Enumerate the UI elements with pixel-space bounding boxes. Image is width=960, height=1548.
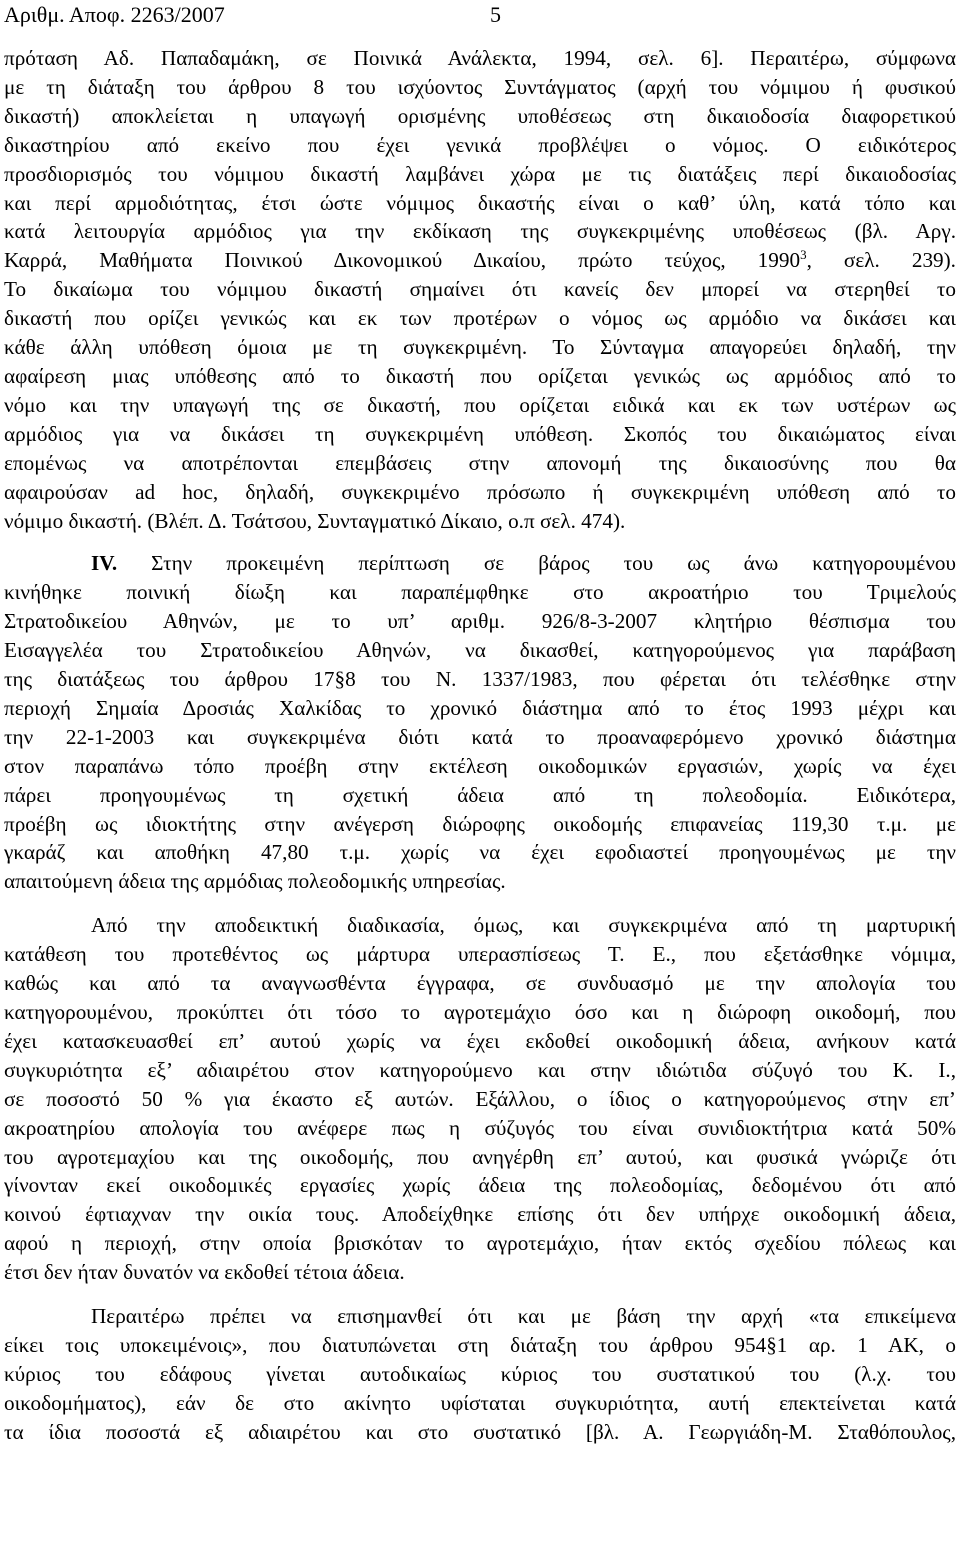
text-line: την 22-1-2003 και συγκεκριμένα διότι κατά το προαναφερόμενο χρονικό διάστημα	[4, 724, 956, 749]
text-line-first: Περαιτέρω πρέπει να επισημανθεί ότι και με βάση την αρχή «τα επικείμενα	[91, 1304, 956, 1329]
paragraph-evidence	[4, 911, 956, 1287]
text-line: νόμο και την υπαγωγή της σε δικαστή, που ορίζεται ειδικά και εκ των υστέρων ως	[4, 392, 956, 417]
text-line: πρόταση Αδ. Παπαδαμάκη, σε Ποινικά Ανάλεκτα, 1994, σελ. 6]. Περαιτέρω, σύμφωνα	[4, 46, 956, 70]
paragraph-spacer	[4, 896, 956, 911]
text-line: Το δικαίωμα του νόμιμου δικαστή σημαίνει ότι κανείς δεν μπορεί να στερηθεί το	[4, 277, 956, 302]
text-line: οικοδομήματος), εάν δε στο ακίνητο υφίσταται συγκυριότητα, αυτή επεκτείνεται κατά	[4, 1390, 956, 1415]
text-run: Στην προκειμένη περίπτωση σε βάρος του ως άνω κατηγορουμένου	[117, 551, 956, 576]
text-line: περιοχή Σημαία Δροσιάς Χαλκίδας το χρονικό διάστημα από το έτος 1993 μέχρι και	[4, 695, 956, 720]
text-line: απαιτούμενη άδεια της αρμόδιας πολεοδομικής υπηρεσίας.	[4, 869, 506, 894]
text-line: γίνονταν εκεί οικοδομικές εργασίες χωρίς άδεια της πολεοδομίας, δεδομένου ότι από	[4, 1173, 956, 1198]
text-line: κάθε άλλη υπόθεση όμοια με τη συγκεκριμένη. Το Σύνταγμα απαγορεύει δηλαδή, την	[4, 335, 956, 360]
citation-page: , σελ. 239).	[806, 248, 956, 273]
text-line: αφού η περιοχή, στην οποία βρισκόταν το αγροτεμάχιο, ήταν εκτός σχεδίου πόλεως και	[4, 1231, 956, 1256]
text-line: με τη διάταξη του άρθρου 8 του ισχύοντος Συντάγματος (αρχή του νόμιμου ή φυσικού	[4, 74, 956, 99]
paragraph-civil-law	[4, 1302, 956, 1447]
text-line: ακροατηρίου απολογία του ανέφερε πως η σύζυγός του είναι συνιδιοκτήτρια κατά 50%	[4, 1115, 956, 1140]
text-line: συγκυριότητα εξ’ αδιαιρέτου στον κατηγορούμενο και στην ιδιώτιδα σύζυγό του Κ. Ι.,	[4, 1057, 956, 1082]
text-line: κατά λειτουργία αρμόδιος για την εκδίκαση της συγκεκριμένης υποθέσεως (βλ. Αργ.	[4, 219, 956, 244]
text-line-first: Από την αποδεικτική διαδικασία, όμως, και συγκεκριμένα από τη μαρτυρική	[91, 913, 956, 938]
text-line: νόμιμο δικαστή. (Βλέπ. Δ. Τσάτσου, Συνταγματικό Δίκαιο, ο.π σελ. 474).	[4, 508, 626, 533]
text-line: της διατάξεως του άρθρου 17§8 του Ν. 1337/1983, που φέρεται ότι τελέσθηκε στην	[4, 667, 956, 692]
text-line: δικαστή) αποκλείεται η υπαγωγή ορισμένης υποθέσεως στη δικαιοδοσία διαφορετικού	[4, 103, 956, 128]
page-header	[4, 2, 956, 28]
text-line-with-superscript	[4, 246, 956, 275]
text-line-first	[4, 549, 956, 578]
text-line: κατηγορουμένου, προκύπτει ότι τόσο το αγροτεμάχιο όσο και η διώροφη οικοδομή, που	[4, 1000, 956, 1024]
paragraph-case-facts	[4, 549, 956, 896]
text-line: στον παραπάνω τόπο προέβη στην εκτέλεση οικοδομικών εργασιών, χωρίς να έχει	[4, 753, 956, 778]
text-line: κύριος του εδάφους γίνεται αυτοδικαίως κύριος του συστατικού του (λ.χ. του	[4, 1361, 956, 1386]
text-line: κατάθεση του προτεθέντος ως μάρτυρα υπερασπίσεως Τ. Ε., που εξετάσθηκε νόμιμα,	[4, 942, 956, 967]
text-line: αφαίρεση μιας υπόθεσης από το δικαστή που ορίζεται γενικώς ως αρμόδιος από το	[4, 363, 956, 388]
text-line: δικαστή που ορίζει γενικώς και εκ των προτέρων ο νόμος ως αρμόδιο να δικάσει και	[4, 306, 956, 331]
text-line: είκει τοις υποκειμένοις», που διατυπώνεται στη διάταξη του άρθρου 954§1 αρ. 1 ΑΚ, ο	[4, 1332, 956, 1357]
paragraph-spacer	[4, 535, 956, 549]
text-line: επομένως να αποτρέπονται επεμβάσεις στην απονομή της δικαιοσύνης που θα	[4, 450, 956, 475]
citation-text: Καρρά, Μαθήματα Ποινικού Δικονομικού Δικαίου, πρώτο τεύχος, 1990	[4, 248, 801, 273]
text-line: έχει κατασκευασθεί επ’ αυτού χωρίς να έχει εκδοθεί οικοδομική άδεια, ανήκουν κατά	[4, 1028, 956, 1053]
text-line: σε ποσοστό 50 % για έκαστο εξ αυτών. Εξάλλου, ο ίδιος ο κατηγορούμενος στην επ’	[4, 1086, 956, 1111]
edition-superscript: 3	[800, 247, 807, 263]
text-line: και περί αρμοδιότητας, έτσι ώστε νόμιμος δικαστής είναι ο καθ’ ύλη, κατά τόπο και	[4, 190, 956, 215]
text-line: προσδιορισμός του νόμιμου δικαστή λαμβάνει χώρα με τις διατάξεις περί δικαιοδοσίας	[4, 161, 956, 186]
paragraph-legal-principle	[4, 44, 956, 535]
text-line: κινήθηκε ποινική δίωξη και παραπέμφθηκε στο ακροατήριο του Τριμελούς	[4, 580, 956, 605]
decision-reference: Αριθμ. Αποφ. 2263/2007	[4, 2, 225, 27]
text-line: γκαράζ και αποθήκη 47,80 τ.μ. χωρίς να έχει εφοδιαστεί προηγουμένως με την	[4, 840, 956, 865]
text-line: κοινού έφτιαχναν την οικία τους. Αποδείχθηκε επίσης ότι δεν υπήρχε οικοδομική άδεια,	[4, 1202, 956, 1227]
text-line: του αγροτεμαχίου και της οικοδομής, που ανηγέρθη επ’ αυτού, και φυσικά γνώριζε ότι	[4, 1144, 956, 1169]
text-line: δικαστηρίου από εκείνο που έχει γενικά προβλέψει ο νόμος. Ο ειδικότερος	[4, 132, 956, 157]
page-number: 5	[490, 2, 501, 27]
text-line: αφαιρούσαν ad hoc, δηλαδή, συγκεκριμένο πρόσωπο ή συγκεκριμένη υπόθεση από το	[4, 479, 956, 504]
text-line: αρμόδιος για να δικάσει τη συγκεκριμένη υπόθεση. Σκοπός του δικαιώματος είναι	[4, 421, 956, 446]
text-line: πάρει προηγουμένως τη σχετική άδεια από τη πολεοδομία. Ειδικότερα,	[4, 782, 956, 807]
text-line: Εισαγγελέα του Στρατοδικείου Αθηνών, να δικασθεί, κατηγορούμενος για παράβαση	[4, 638, 956, 663]
section-number: IV.	[91, 551, 118, 576]
paragraph-spacer	[4, 1287, 956, 1302]
text-line: τα ίδια ποσοστά εξ αδιαιρέτου και στο συστατικό [βλ. Α. Γεωργιάδη-Μ. Σταθόπουλος,	[4, 1419, 956, 1444]
text-line: έτσι δεν ήταν δυνατόν να εκδοθεί τέτοια άδεια.	[4, 1260, 405, 1285]
text-line: Στρατοδικείου Αθηνών, με το υπ’ αριθμ. 926/8-3-2007 κλητήριο θέσπισμα του	[4, 609, 956, 634]
document-body	[4, 44, 956, 1447]
text-line: προέβη ως ιδιοκτήτης στην ανέγερση διώροφης οικοδομής επιφανείας 119,30 τ.μ. με	[4, 811, 956, 836]
text-line: καθώς και από τα αναγνωσθέντα έγγραφα, σε συνδυασμό με την απολογία του	[4, 971, 956, 996]
